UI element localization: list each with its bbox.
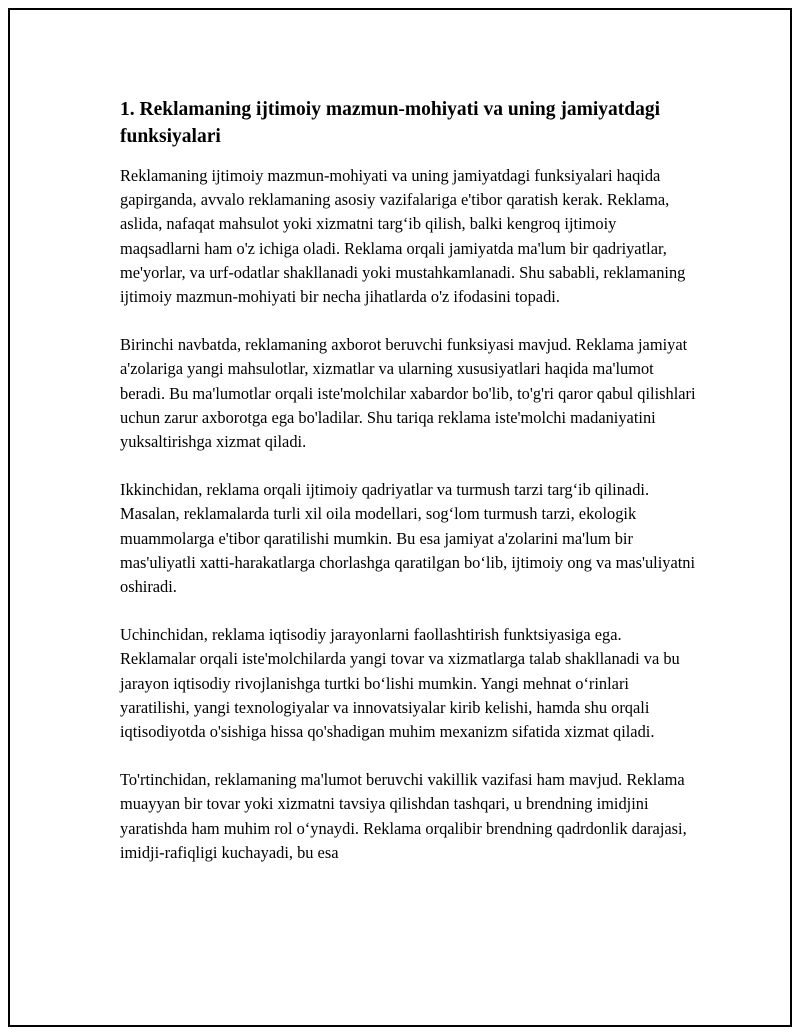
paragraph-first-function: Birinchi navbatda, reklamaning axborot beruvchi funksiyasi mavjud. Reklama jamiyat a'zolariga yangi mahsulotlar, xizmatlar va ularning xususiyatlari haqida ma'lumot beradi. Bu ma'lumotlar orqali iste'molchilar xabardor bo'lib, to'g'ri qaror qabul qilishlari uchun zarur axborotga ega bo'ladilar. Shu tariqa reklama iste'molchi madaniyatini yuksaltirishga xizmat qiladi.: [120, 335, 696, 452]
document-body: [120, 96, 700, 889]
page-frame: [8, 8, 792, 1027]
paragraph-third-function: Uchinchidan, reklama iqtisodiy jarayonlarni faollashtirish funktsiyasiga ega. Reklamalar orqali iste'molchilarda yangi tovar va xizmatlarga talab shakllanadi va bu jarayon iqtisodiy rivojlanishga turtki bo‘lishi mumkin. Yangi mehnat o‘rinlari yaratilishi, yangi texnologiyalar va innovatsiyalar kirib kelishi, hamda shu orqali iqtisodiyotda o'sishiga hissa qo'shadigan muhim mexanizm sifatida xizmat qiladi.: [120, 625, 680, 742]
paragraph-fourth-function: To'rtinchidan, reklamaning ma'lumot beruvchi vakillik vazifasi ham mavjud. Reklama muayyan bir tovar yoki xizmatni tavsiya qilishdan tashqari, u brendning imidjini yaratishda ham muhim rol o‘ynaydi. Reklama orqalibir brendning qadrdonlik darajasi, imidji-rafiqligi kuchayadi, bu esa: [120, 770, 687, 862]
paragraph-second-function: Ikkinchidan, reklama orqali ijtimoiy qadriyatlar va turmush tarzi targ‘ib qilinadi. Masalan, reklamalarda turli xil oila modellari, sog‘lom turmush tarzi, ekologik muammolarga e'tibor qaratilishi mumkin. Bu esa jamiyat a'zolarini ma'lum bir mas'uliyatli xatti-harakatlarga chorlashga qaratilgan bo‘lib, ijtimoiy ong va mas'uliyatni oshiradi.: [120, 480, 696, 597]
section-heading: 1. Reklamaning ijtimoiy mazmun-mohiyati va uning jamiyatdagi funksiyalari: [120, 99, 661, 147]
paragraph-intro: Reklamaning ijtimoiy mazmun-mohiyati va uning jamiyatdagi funksiyalari haqida gapirganda, avvalo reklamaning asosiy vazifalariga e'tibor qaratish kerak. Reklama, aslida, nafaqat mahsulot yoki xizmatni targ‘ib qilish, balki kengroq ijtimoiy maqsadlarni ham o'z ichiga oladi. Reklama orqali jamiyatda ma'lum bir qadriyatlar, me'yorlar, va urf-odatlar shakllanadi yoki mustahkamlanadi. Shu sababli, reklamaning ijtimoiy mazmun-mohiyati bir necha jihatlarda o'z ifodasini topadi.: [120, 166, 686, 307]
